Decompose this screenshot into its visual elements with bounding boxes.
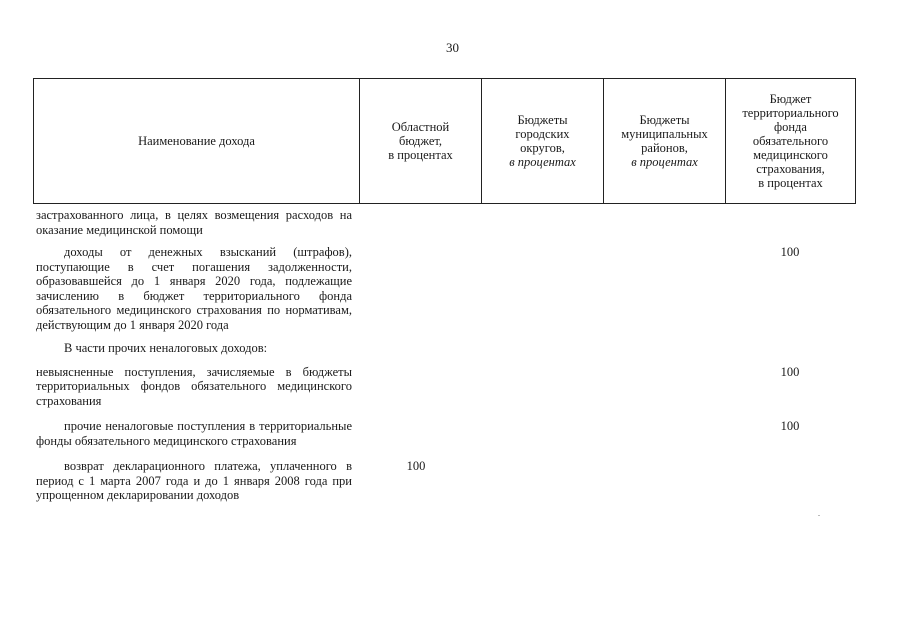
income-name-cell: возврат декларационного платежа, уплаченного в период с 1 марта 2007 года и до 1 января 2008 года при упрощенном декларировании доходов [36,459,352,502]
table-row [36,419,856,448]
column-header-municipal-districts: Бюджеты муниципальных районов, в процентах [604,79,726,204]
section-heading: В части прочих неналоговых доходов: [64,341,268,355]
table-row [36,208,856,237]
income-name-cell: доходы от денежных взысканий (штрафов), поступающие в счет погашения задолженности, образовавшейся до 1 января 2020 года, подлежащие зачислению в бюджет территориального фонда обязательного медицинского страхования по нормативам, действующим до 1 января 2020 года [36,245,352,332]
regional-budget-value: 100 [406,459,426,473]
column-header-city-districts: Бюджеты городских округов, в процентах [482,79,604,204]
table-row [36,341,856,356]
income-name-cell: невыясненные поступления, зачисляемые в бюджеты территориальных фондов обязательного медицинского страхования [36,364,352,408]
income-name-cell: прочие неналоговые поступления в территориальные фонды обязательного медицинского страхования [36,419,352,448]
table-row [36,245,856,332]
table-header [33,78,856,204]
table-row [36,365,856,409]
territorial-fund-value: 100 [780,364,800,379]
column-header-income-name: Наименование дохода [34,79,360,204]
column-header-territorial-fund: Бюджет территориального фонда обязательного медицинского страхования, в процентах [726,79,856,204]
column-header-regional-budget: Областной бюджет, в процентах [360,79,482,204]
table-row [36,459,856,503]
table-body [36,208,856,503]
territorial-fund-value: 100 [780,419,800,433]
page-number: 30 [446,40,459,55]
territorial-fund-value: 100 [780,245,800,259]
income-name-cell: застрахованного лица, в целях возмещения расходов на оказание медицинской помощи [36,208,352,237]
scan-speck [818,515,820,516]
